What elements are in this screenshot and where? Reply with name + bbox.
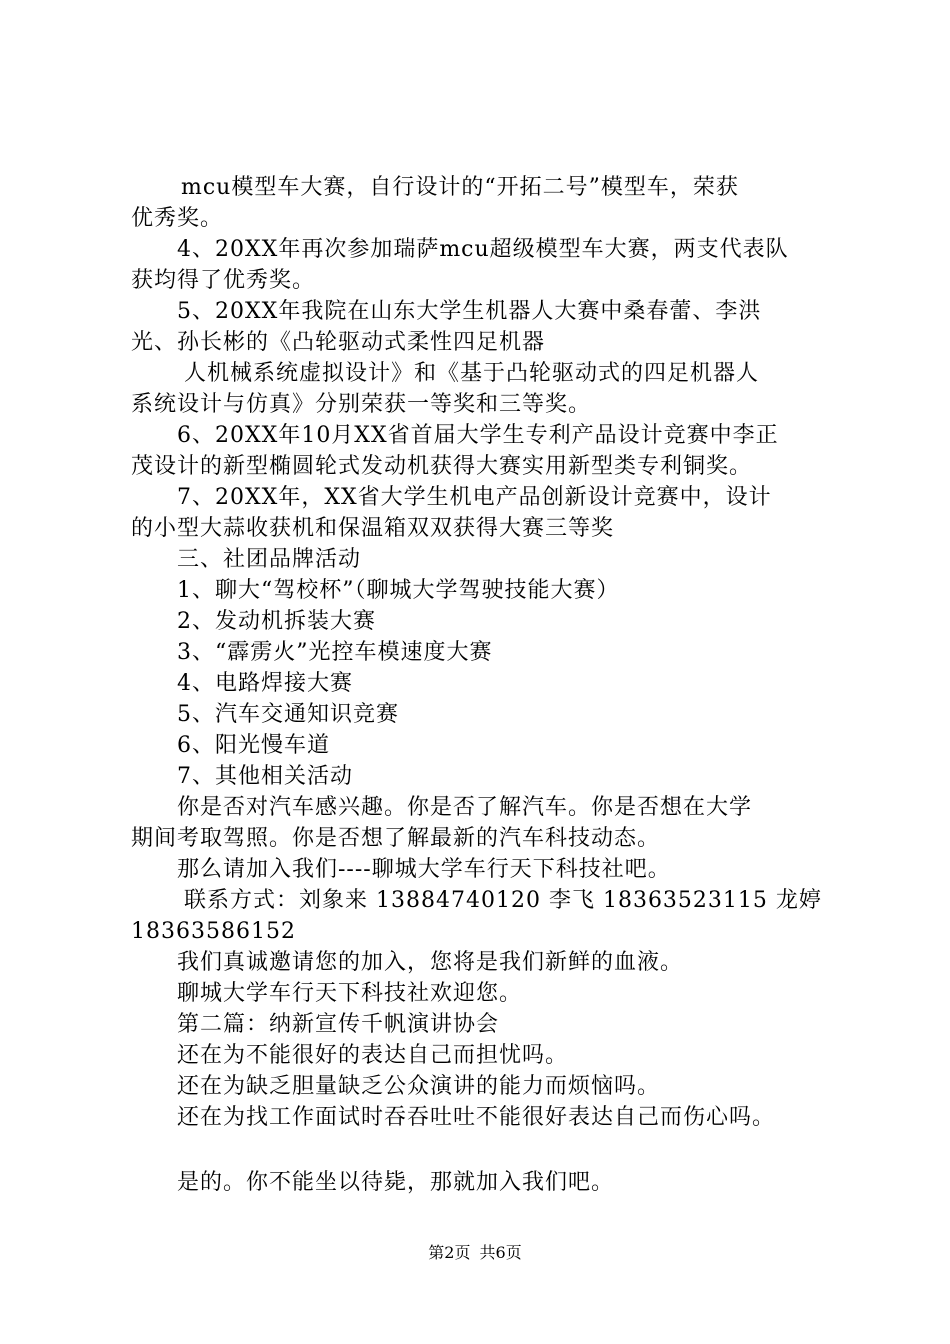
paragraph-line: 7、20XX年，XX省大学生机电产品创新设计竞赛中，设计 xyxy=(177,485,772,510)
paragraph-line: 期间考取驾照。你是否想了解最新的汽车科技动态。 xyxy=(131,826,661,851)
list-item: 7、其他相关活动 xyxy=(177,764,353,789)
paragraph-line: 优秀奖。 xyxy=(131,206,224,231)
paragraph-line: 获均得了优秀奖。 xyxy=(131,268,316,293)
list-item: 4、电路焊接大赛 xyxy=(177,671,353,696)
document-body xyxy=(131,172,831,1198)
list-item: 5、汽车交通知识竞赛 xyxy=(177,702,399,727)
paragraph-line: 还在为缺乏胆量缺乏公众演讲的能力而烦恼吗。 xyxy=(177,1074,661,1099)
blank-line xyxy=(131,1133,831,1167)
paragraph-line: mcu模型车大赛，自行设计的“开拓二号”模型车，荣获 xyxy=(181,175,739,200)
contact-line: 18363586152 xyxy=(131,919,296,944)
chapter-title: 第二篇：纳新宣传千帆演讲协会 xyxy=(177,1012,500,1037)
paragraph-line: 茂设计的新型椭圆轮式发动机获得大赛实用新型类专利铜奖。 xyxy=(131,454,753,479)
page-footer xyxy=(0,1243,950,1263)
paragraph-line: 系统设计与仿真》分别荣获一等奖和三等奖。 xyxy=(131,392,592,417)
paragraph-line: 是的。你不能坐以待毙，那就加入我们吧。 xyxy=(177,1170,615,1195)
paragraph-line: 那么请加入我们----聊城大学车行天下科技社吧。 xyxy=(177,857,671,882)
list-item: 3、“霹雳火”光控车模速度大赛 xyxy=(177,640,493,665)
paragraph-line: 4、20XX年再次参加瑞萨mcu超级模型车大赛，两支代表队 xyxy=(177,237,789,262)
list-item: 6、阳光慢车道 xyxy=(177,733,330,758)
section-heading: 三、社团品牌活动 xyxy=(177,547,362,572)
list-item: 2、发动机拆装大赛 xyxy=(177,609,376,634)
paragraph-line: 光、孙长彬的《凸轮驱动式柔性四足机器 xyxy=(131,330,546,355)
paragraph-line: 还在为不能很好的表达自己而担忧吗。 xyxy=(177,1043,569,1068)
paragraph-line: 我们真诚邀请您的加入，您将是我们新鲜的血液。 xyxy=(177,950,684,975)
paragraph-line: 聊城大学车行天下科技社欢迎您。 xyxy=(177,981,523,1006)
paragraph-line: 5、20XX年我院在山东大学生机器人大赛中桑春蕾、李洪 xyxy=(177,299,762,324)
list-item: 1、聊大“驾校杯”（聊城大学驾驶技能大赛） xyxy=(177,578,620,603)
paragraph-line: 人机械系统虚拟设计》和《基于凸轮驱动式的四足机器人 xyxy=(184,361,760,386)
page-number: 第2页 xyxy=(428,1243,471,1262)
contact-line: 联系方式：刘象来 13884740120 李飞 18363523115 龙婷 xyxy=(184,888,822,913)
total-pages: 共6页 xyxy=(479,1243,522,1262)
paragraph-line: 6、20XX年10月XX省首届大学生专利产品设计竞赛中李正 xyxy=(177,423,779,448)
paragraph-line: 的小型大蒜收获机和保温箱双双获得大赛三等奖 xyxy=(131,516,615,541)
paragraph-line: 还在为找工作面试时吞吞吐吐不能很好表达自己而伤心吗。 xyxy=(177,1105,776,1130)
paragraph-line: 你是否对汽车感兴趣。你是否了解汽车。你是否想在大学 xyxy=(177,795,753,820)
